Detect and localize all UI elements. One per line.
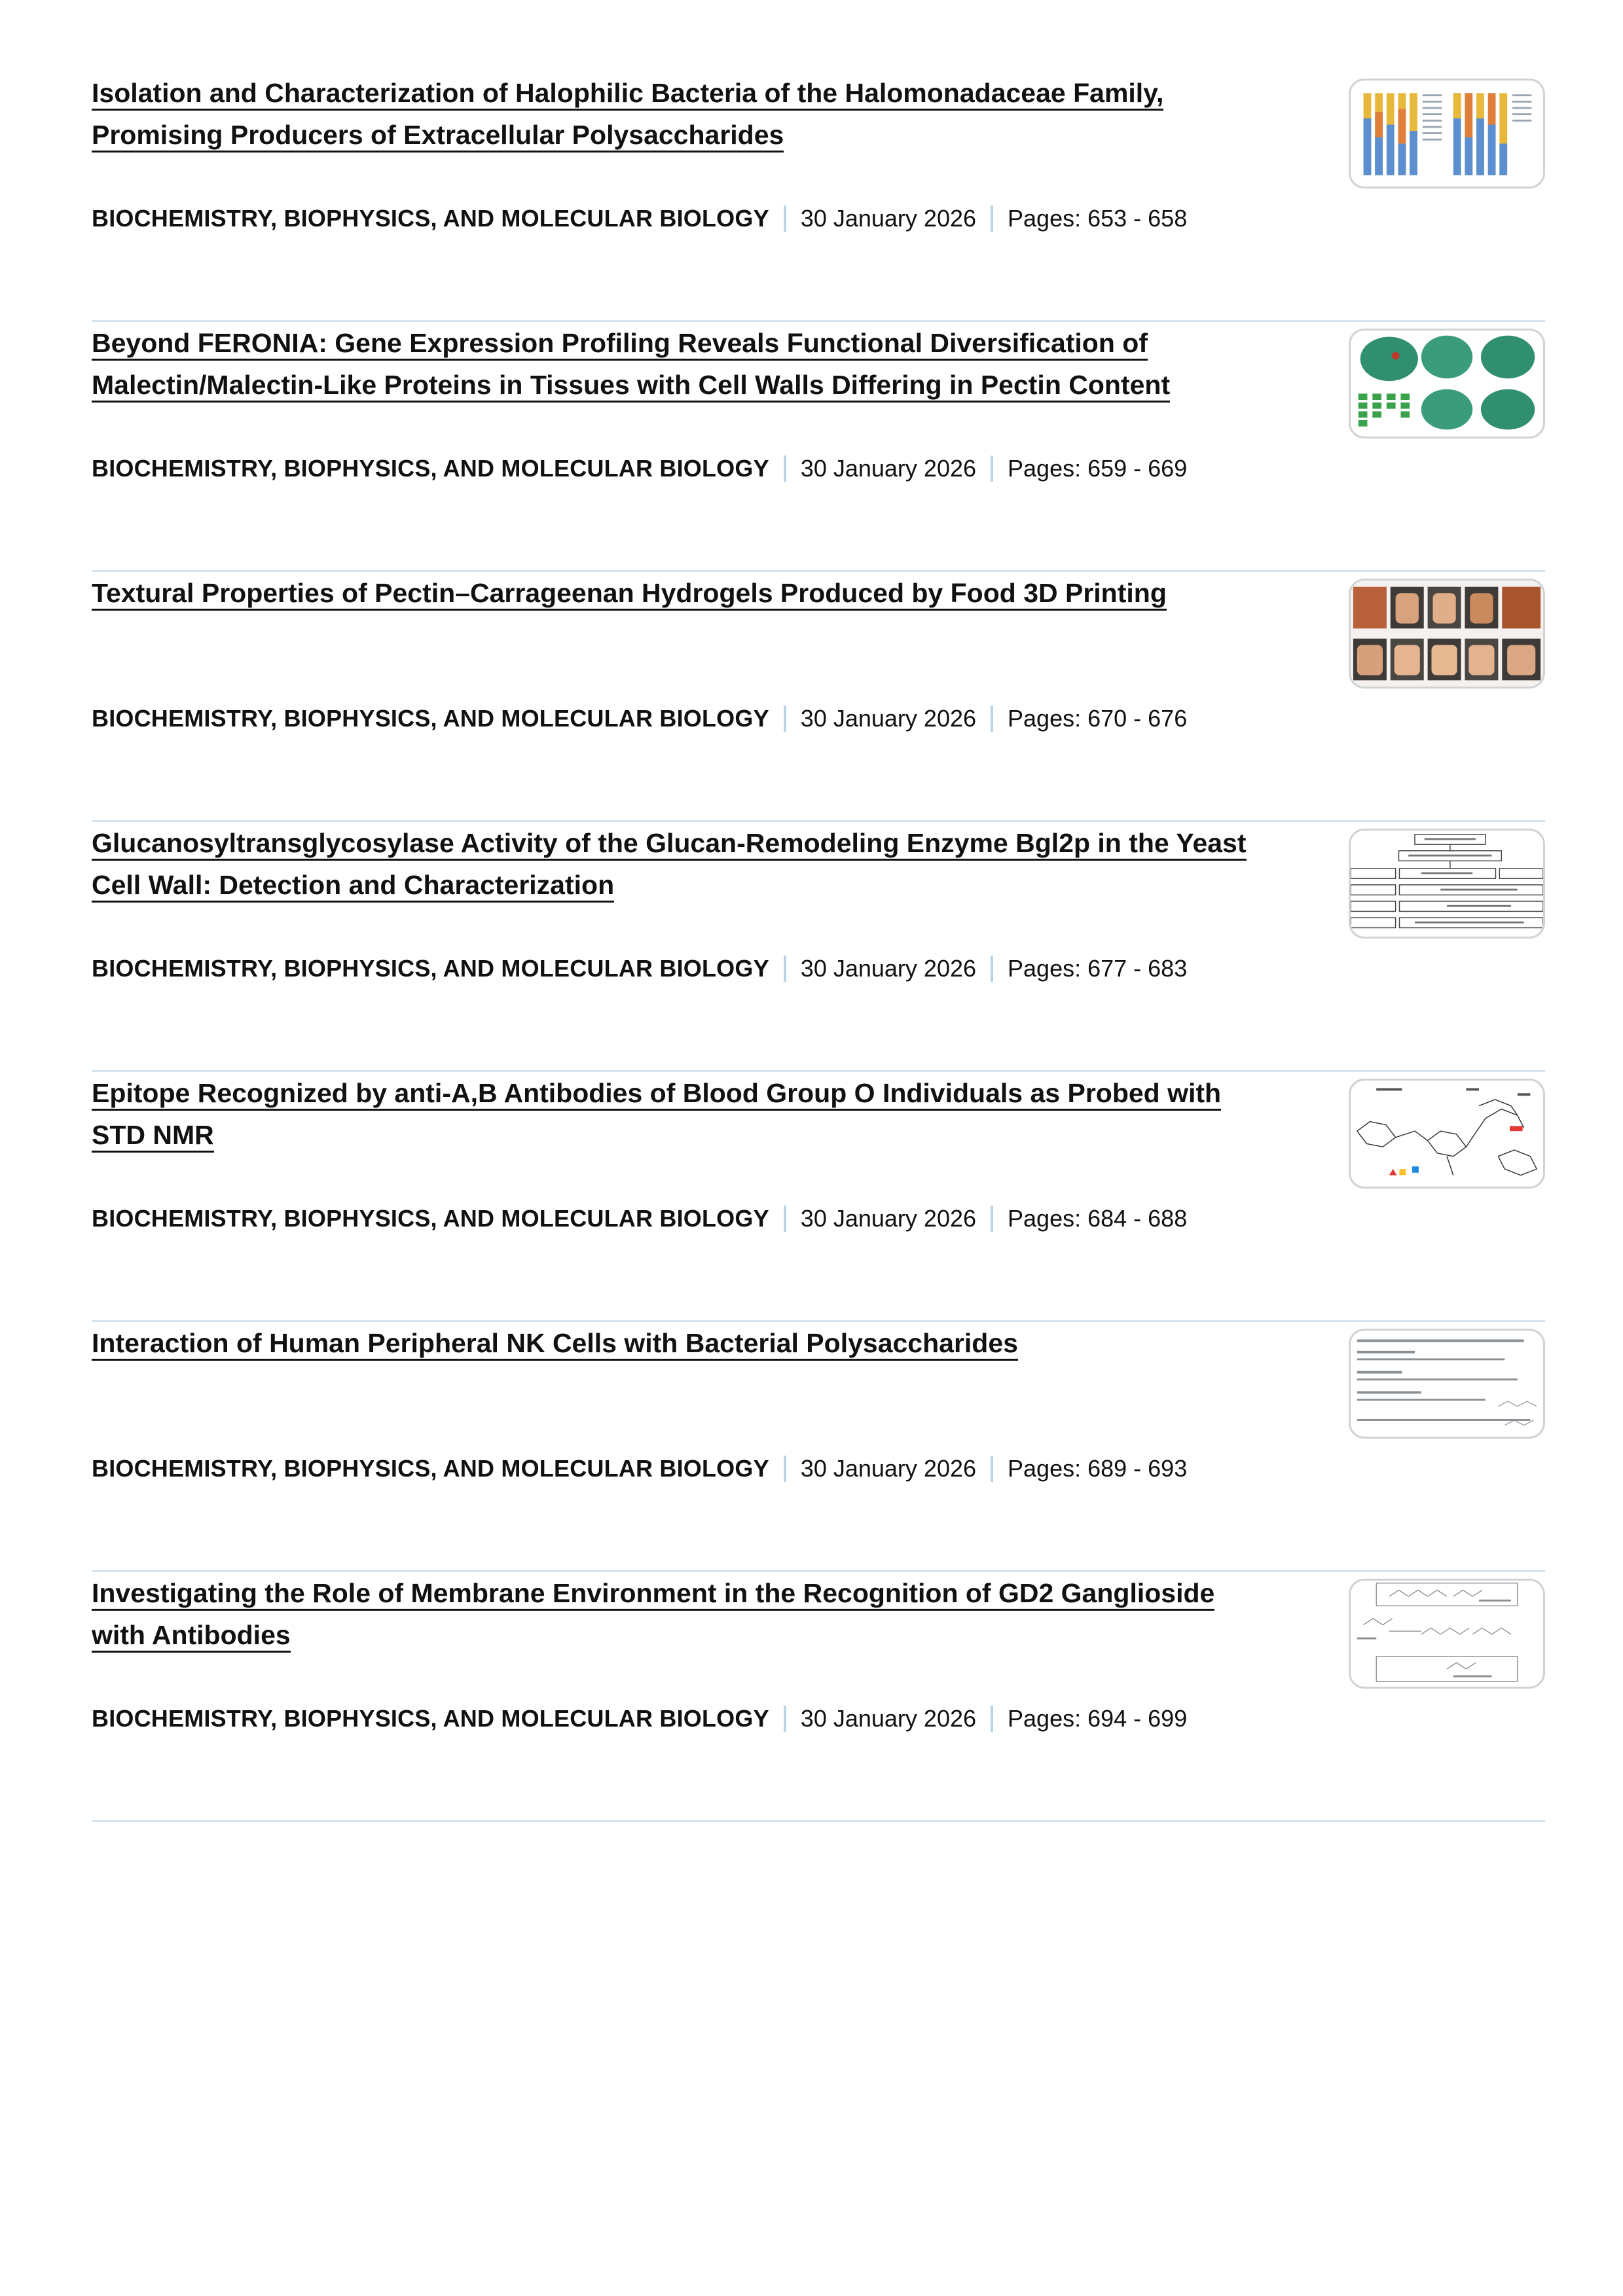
- article-item: [92, 72, 1545, 322]
- ganglioside-structure-thumbnail[interactable]: [1349, 1579, 1545, 1689]
- stacked-bar-chart-thumbnail[interactable]: [1349, 79, 1545, 188]
- journal-name: BIOCHEMISTRY, BIOPHYSICS, AND MOLECULAR BIOLOGY: [92, 1205, 769, 1232]
- title-line-2: Malectin/Malectin-Like Proteins in Tissues with Cell Walls Differing in Pectin Content: [92, 370, 1171, 400]
- journal-name: BIOCHEMISTRY, BIOPHYSICS, AND MOLECULAR BIOLOGY: [92, 955, 769, 982]
- article-title-link[interactable]: [92, 328, 1148, 361]
- article-item: [92, 322, 1545, 572]
- article-title: [92, 322, 1322, 406]
- article-title: [92, 572, 1322, 614]
- article-title: [92, 822, 1322, 906]
- article-title: [92, 1322, 1322, 1364]
- article-item: [92, 1572, 1545, 1822]
- article-list: [92, 72, 1545, 1822]
- page-range: Pages: 694 - 699: [1008, 1705, 1188, 1732]
- journal-name: BIOCHEMISTRY, BIOPHYSICS, AND MOLECULAR BIOLOGY: [92, 205, 769, 232]
- publication-date: 30 January 2026: [800, 955, 977, 982]
- title-line-2: Promising Producers of Extracellular Polysaccharides: [92, 120, 784, 150]
- page-range: Pages: 670 - 676: [1008, 705, 1188, 732]
- title-line-1: Beyond FERONIA: Gene Expression Profiling Reveals Functional Diversification of: [92, 328, 1148, 358]
- article-title-link[interactable]: [92, 1328, 1018, 1361]
- article-title-link[interactable]: [92, 370, 1170, 403]
- title-line-1: Investigating the Role of Membrane Environment in the Recognition of GD2 Ganglioside: [92, 1578, 1215, 1608]
- article-meta: [92, 703, 1187, 734]
- article-item: [92, 822, 1545, 1072]
- page-range: Pages: 653 - 658: [1008, 205, 1188, 232]
- hydrogel-photos-thumbnail[interactable]: [1349, 579, 1545, 689]
- title-line-2: Cell Wall: Detection and Characterization: [92, 870, 615, 900]
- title-line-1: Glucanosyltransglycosylase Activity of the Glucan-Remodeling Enzyme Bgl2p in the Yeast: [92, 828, 1247, 858]
- article-title-link[interactable]: [92, 1578, 1214, 1611]
- title-line-2: STD NMR: [92, 1120, 214, 1150]
- article-title-link[interactable]: [92, 120, 784, 152]
- article-meta: [92, 453, 1187, 484]
- article-meta: [92, 953, 1187, 984]
- meta-separator: [784, 956, 786, 982]
- journal-name: BIOCHEMISTRY, BIOPHYSICS, AND MOLECULAR BIOLOGY: [92, 705, 769, 732]
- journal-name: BIOCHEMISTRY, BIOPHYSICS, AND MOLECULAR BIOLOGY: [92, 455, 769, 482]
- meta-separator: [784, 1706, 786, 1732]
- article-title-link[interactable]: [92, 828, 1247, 861]
- article-meta: [92, 1703, 1187, 1734]
- article-title-link[interactable]: [92, 870, 614, 903]
- journal-name: BIOCHEMISTRY, BIOPHYSICS, AND MOLECULAR BIOLOGY: [92, 1455, 769, 1482]
- meta-separator: [991, 1206, 993, 1232]
- article-title: [92, 72, 1322, 156]
- article-title: [92, 1572, 1322, 1656]
- article-title-link[interactable]: [92, 78, 1163, 111]
- page-range: Pages: 677 - 683: [1008, 955, 1188, 982]
- publication-date: 30 January 2026: [800, 1705, 977, 1732]
- meta-separator: [991, 1706, 993, 1732]
- meta-separator: [991, 206, 993, 232]
- article-item: [92, 1072, 1545, 1322]
- article-meta: [92, 1453, 1187, 1484]
- meta-separator: [784, 206, 786, 232]
- polysaccharide-formula-thumbnail[interactable]: [1349, 1329, 1545, 1439]
- publication-date: 30 January 2026: [800, 1455, 977, 1482]
- article-title-link[interactable]: [92, 1078, 1221, 1111]
- publication-date: 30 January 2026: [800, 705, 977, 732]
- article-item: [92, 1322, 1545, 1572]
- page-range: Pages: 689 - 693: [1008, 1455, 1188, 1482]
- chemical-structure-thumbnail[interactable]: [1349, 1079, 1545, 1189]
- publication-date: 30 January 2026: [800, 455, 977, 482]
- meta-separator: [784, 1206, 786, 1232]
- article-title-link[interactable]: [92, 1120, 214, 1153]
- protein-structure-thumbnail[interactable]: [1349, 329, 1545, 439]
- publication-date: 30 January 2026: [800, 1205, 977, 1232]
- title-line-1: Textural Properties of Pectin–Carrageenan Hydrogels Produced by Food 3D Printing: [92, 578, 1167, 608]
- article-meta: [92, 1203, 1187, 1234]
- flowchart-thumbnail[interactable]: [1349, 829, 1545, 939]
- meta-separator: [784, 1456, 786, 1482]
- article-title: [92, 1072, 1322, 1156]
- article-item: [92, 572, 1545, 822]
- meta-separator: [991, 1456, 993, 1482]
- meta-separator: [991, 956, 993, 982]
- publication-date: 30 January 2026: [800, 205, 977, 232]
- article-title-link[interactable]: [92, 578, 1167, 611]
- title-line-1: Epitope Recognized by anti-A,B Antibodies of Blood Group O Individuals as Probed with: [92, 1078, 1222, 1108]
- page-range: Pages: 659 - 669: [1008, 455, 1188, 482]
- page-range: Pages: 684 - 688: [1008, 1205, 1188, 1232]
- meta-separator: [991, 706, 993, 732]
- title-line-1: Interaction of Human Peripheral NK Cells with Bacterial Polysaccharides: [92, 1328, 1018, 1358]
- meta-separator: [991, 456, 993, 482]
- article-meta: [92, 203, 1187, 234]
- meta-separator: [784, 706, 786, 732]
- journal-name: BIOCHEMISTRY, BIOPHYSICS, AND MOLECULAR BIOLOGY: [92, 1705, 769, 1732]
- title-line-2: with Antibodies: [92, 1620, 291, 1650]
- title-line-1: Isolation and Characterization of Halophilic Bacteria of the Halomonadaceae Family,: [92, 78, 1164, 108]
- meta-separator: [784, 456, 786, 482]
- article-title-link[interactable]: [92, 1620, 291, 1653]
